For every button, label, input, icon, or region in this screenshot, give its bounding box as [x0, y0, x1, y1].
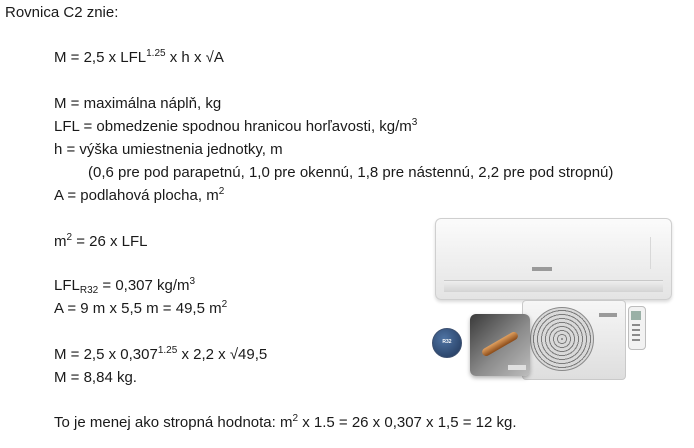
- area-value-exponent: 2: [221, 299, 228, 310]
- air-conditioner-image: [418, 210, 688, 382]
- area-equation-exponent: 2: [66, 232, 73, 243]
- area-value-text: A = 9 m x 5,5 m = 49,5 m: [54, 300, 222, 317]
- indoor-air-vent: [444, 280, 663, 292]
- fan-grille-icon: [530, 307, 594, 371]
- lfl-value: [54, 277, 195, 295]
- formula-text-tail: x h x √A: [165, 49, 224, 66]
- heading: Rovnica C2 znie:: [5, 4, 119, 21]
- definition-lfl-text: LFL = obmedzenie spodnou hranicou horľavosti, kg/m: [54, 118, 412, 135]
- conclusion-text: To je menej ako stropná hodnota: m: [54, 414, 293, 431]
- calculation-exponent: 1.25: [157, 345, 178, 356]
- lfl-value-text: LFL: [54, 277, 80, 294]
- connector-label-tag: [508, 365, 526, 370]
- area-equation-tail: = 26 x LFL: [72, 233, 148, 250]
- definition-h-detail: (0,6 pre pod parapetnú, 1,0 pre okennú, 1,8 pre nástennú, 2,2 pre pod stropnú): [88, 164, 614, 181]
- conclusion-exponent: 2: [292, 413, 299, 424]
- indoor-brand-logo: [532, 267, 552, 271]
- indoor-unit: [435, 218, 672, 300]
- formula-text: M = 2,5 x LFL: [54, 49, 147, 66]
- indoor-display-strip: [650, 237, 651, 269]
- lfl-value-subscript: R32: [79, 285, 99, 296]
- lfl-value-exponent: 3: [189, 276, 196, 287]
- calculation-text: M = 2,5 x 0,307: [54, 346, 158, 363]
- definition-m: M = maximálna náplň, kg: [54, 95, 222, 112]
- conclusion: [54, 414, 517, 432]
- outdoor-brand-logo: [599, 313, 617, 317]
- result: M = 8,84 kg.: [54, 369, 137, 386]
- copper-pipe: [481, 331, 520, 358]
- calculation-tail: x 2,2 x √49,5: [177, 346, 268, 363]
- definition-lfl: [54, 118, 417, 136]
- quick-connector-icon: [470, 314, 530, 376]
- remote-screen: [631, 311, 641, 320]
- definition-h: h = výška umiestnenia jednotky, m: [54, 141, 283, 158]
- area-value: [54, 300, 227, 318]
- calculation: [54, 346, 267, 364]
- area-equation: [54, 233, 148, 251]
- definition-a-text: A = podlahová plocha, m: [54, 187, 219, 204]
- remote-buttons: [632, 324, 640, 344]
- formula-line: [54, 49, 224, 67]
- remote-control-icon: [628, 306, 646, 350]
- area-equation-text: m: [54, 233, 67, 250]
- definition-a: [54, 187, 224, 205]
- formula-exponent: 1.25: [146, 48, 166, 59]
- lfl-value-tail: = 0,307 kg/m: [98, 277, 190, 294]
- outdoor-unit: [522, 300, 626, 380]
- definition-a-exponent: 2: [218, 186, 225, 197]
- conclusion-tail: x 1.5 = 26 x 0,307 x 1,5 = 12 kg.: [298, 414, 517, 431]
- definition-lfl-exponent: 3: [411, 117, 418, 128]
- r32-badge-icon: R32: [432, 328, 462, 358]
